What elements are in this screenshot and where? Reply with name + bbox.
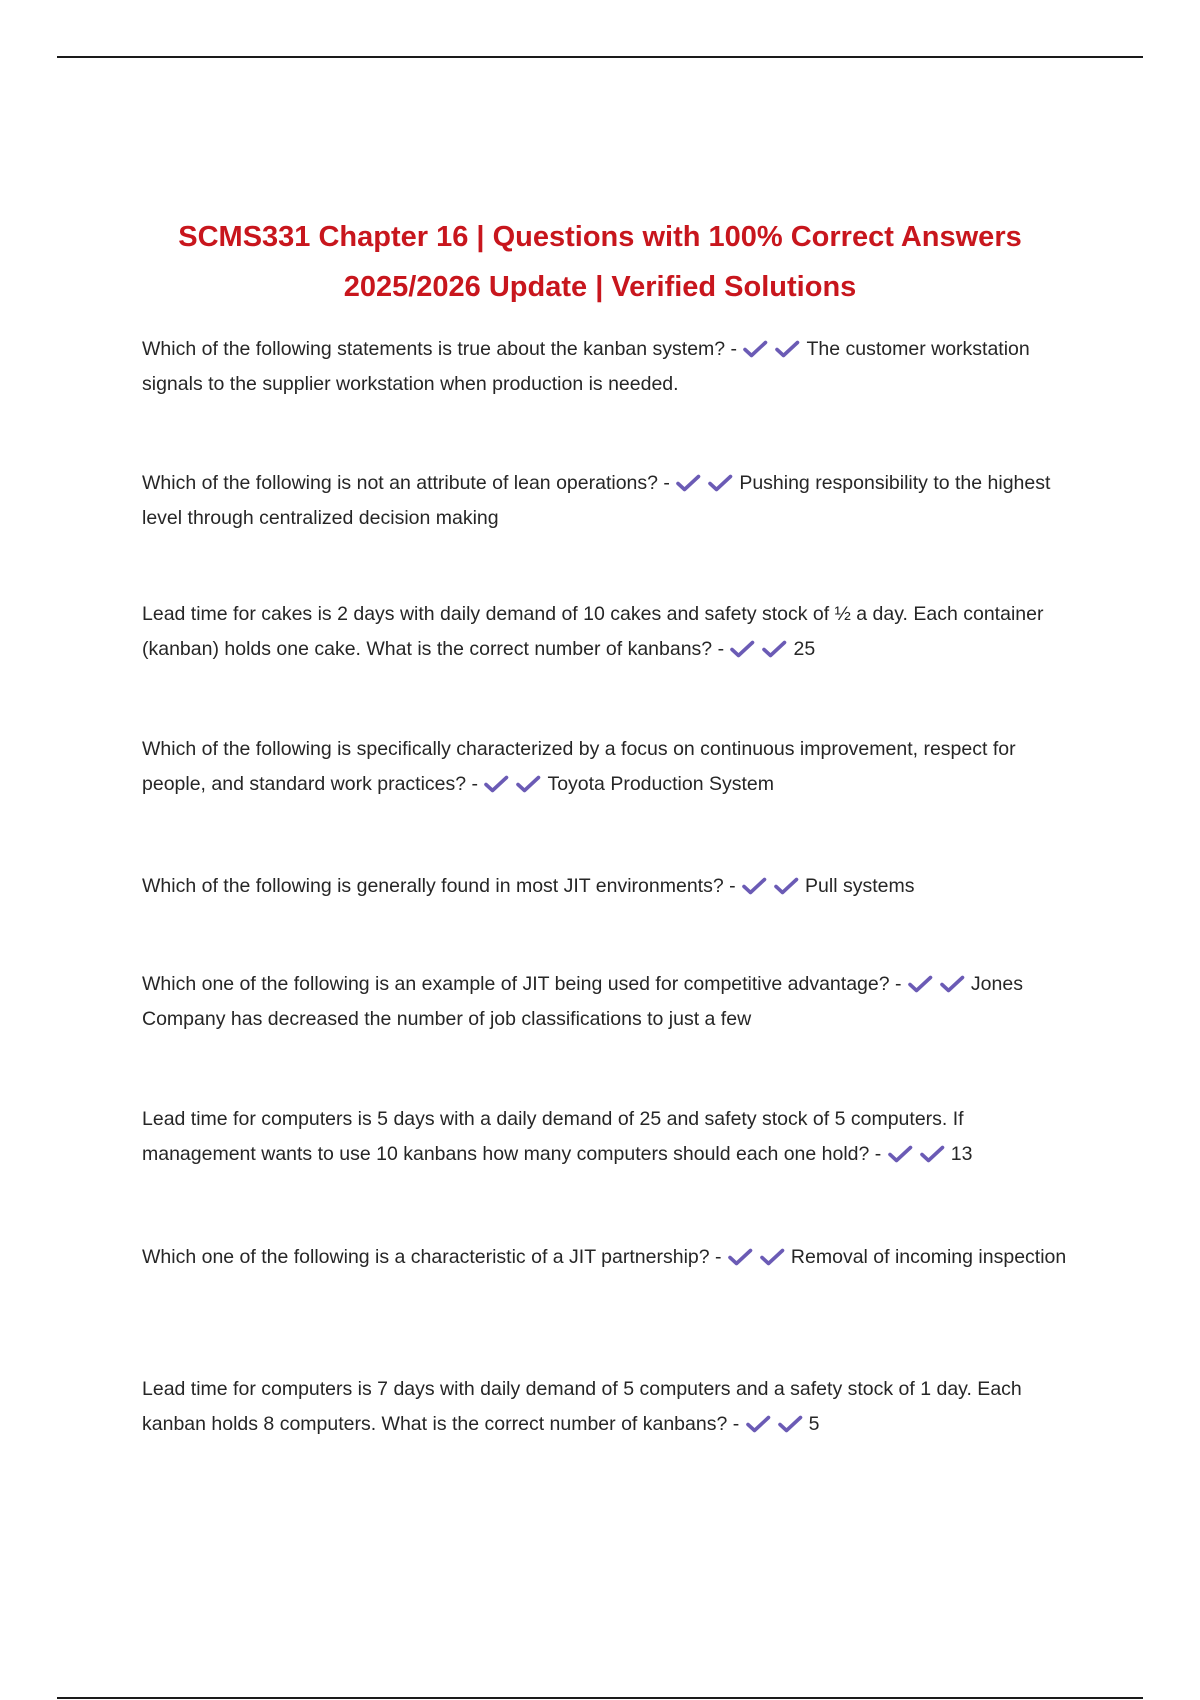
question-text: Lead time for computers is 7 days with daily demand of 5 computers and a safety stock of 1 day. Each kanban holds 8 computers. What is the correct number of kanbans? -: [142, 1378, 1022, 1435]
check-icon: [761, 640, 788, 658]
check-marks: [741, 875, 805, 897]
question-text: Lead time for cakes is 2 days with daily demand of 10 cakes and safety stock of ½ a day. Each container (kanban) holds one cake. What is the correct number of kanbans? -: [142, 603, 1044, 660]
answer-text: 5: [808, 1413, 820, 1435]
answer-text: Toyota Production System: [547, 773, 774, 795]
answer-text: 13: [950, 1143, 973, 1165]
check-marks: [887, 1143, 951, 1165]
check-icon: [777, 1415, 804, 1433]
check-icon: [887, 1145, 914, 1163]
check-icon: [727, 1248, 754, 1266]
question-text: Which one of the following is a characteristic of a JIT partnership? -: [142, 1246, 722, 1268]
question-text: Which one of the following is an example of JIT being used for competitive advantage? -: [142, 973, 902, 995]
check-icon: [729, 640, 756, 658]
title-line-2: 2025/2026 Update | Verified Solutions: [343, 271, 857, 303]
check-marks: [727, 1246, 791, 1268]
qa-item-9: [142, 1372, 1072, 1442]
check-icon: [745, 1415, 772, 1433]
check-icon: [707, 474, 734, 492]
qa-item-4: [142, 732, 1072, 802]
check-icon: [773, 877, 800, 895]
check-icon: [759, 1248, 786, 1266]
document-title: [120, 212, 1080, 312]
check-marks: [907, 973, 971, 995]
answer-text: Jones Company has decreased the number of job classifications to just a few: [142, 973, 1023, 1030]
check-marks: [729, 638, 793, 660]
check-marks: [745, 1413, 809, 1435]
question-text: Which of the following is not an attribute of lean operations? -: [142, 472, 670, 494]
qa-item-5: [142, 869, 1072, 904]
answer-text: Pull systems: [805, 875, 915, 897]
answer-text: 25: [793, 638, 816, 660]
answer-text: Pushing responsibility to the highest level through centralized decision making: [142, 472, 1051, 529]
qa-item-2: [142, 466, 1072, 536]
check-icon: [919, 1145, 946, 1163]
answer-text: Removal of incoming inspection: [790, 1246, 1067, 1268]
question-text: Which of the following is specifically characterized by a focus on continuous improvement, respect for people, and standard work practices? -: [142, 738, 1016, 795]
check-icon: [675, 474, 702, 492]
question-text: Which of the following statements is true about the kanban system? -: [142, 338, 738, 360]
check-marks: [483, 773, 547, 795]
qa-item-3: [142, 597, 1072, 667]
check-icon: [741, 877, 768, 895]
answer-text: The customer workstation signals to the supplier workstation when production is needed.: [142, 338, 1030, 395]
check-marks: [742, 338, 806, 360]
top-rule: [57, 56, 1143, 58]
check-icon: [774, 340, 801, 358]
title-line-1: SCMS331 Chapter 16 | Questions with 100% Correct Answers: [178, 221, 1022, 253]
bottom-rule: [57, 1697, 1143, 1699]
check-icon: [515, 775, 542, 793]
qa-item-8: [142, 1240, 1072, 1275]
qa-item-1: [142, 332, 1072, 402]
check-marks: [675, 472, 739, 494]
check-icon: [483, 775, 510, 793]
check-icon: [907, 975, 934, 993]
check-icon: [742, 340, 769, 358]
question-text: Lead time for computers is 5 days with a daily demand of 25 and safety stock of 5 computers. If management wants to use 10 kanbans how many computers should each one hold? -: [142, 1108, 964, 1165]
qa-item-6: [142, 967, 1072, 1037]
qa-item-7: [142, 1102, 1072, 1172]
question-text: Which of the following is generally found in most JIT environments? -: [142, 875, 736, 897]
check-icon: [939, 975, 966, 993]
